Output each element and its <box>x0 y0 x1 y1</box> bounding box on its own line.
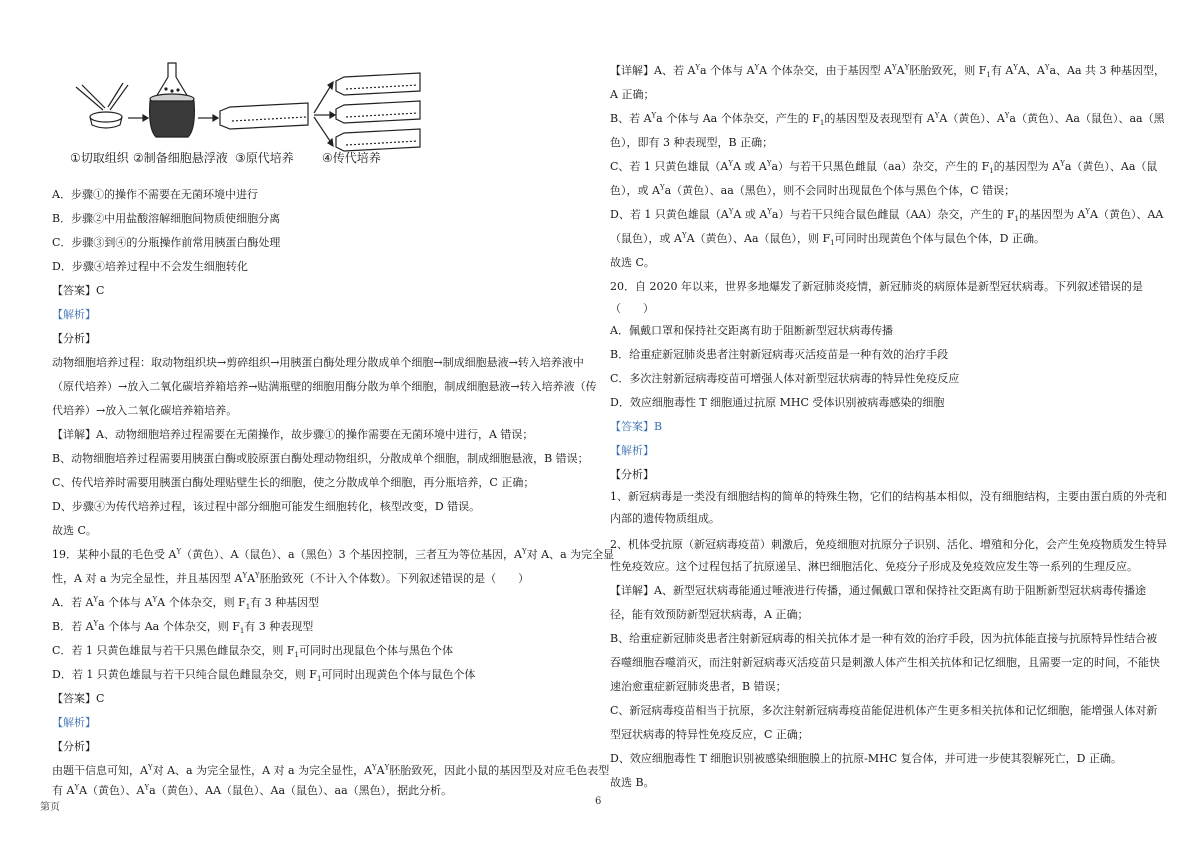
q19-conclusion: 故选 C。 <box>610 256 655 269</box>
q19-stem-line2: 性，A 对 a 为完全显性，并且基因型 $A^YA^Y$胚胎致死（不计入个体数）。下列叙述错误的是（ ） <box>52 571 530 585</box>
q20-detail-5: 速治愈重症新冠肺炎患者，B 错误； <box>610 680 787 693</box>
q18-option-c: C．步骤③到④的分瓶操作前常用胰蛋白酶处理 <box>52 236 281 249</box>
q18-detail-a: 【详解】A、动物细胞培养过程需要在无菌操作，故步骤①的操作需要在无菌环境中进行，A 错误； <box>52 428 534 441</box>
q19-jiexi: 【解析】 <box>52 716 96 729</box>
q20-analysis-4: 性免疫效应。这个过程包括了抗原递呈、淋巴细胞活化、免疫分子形成及免疫效应发生等一系列的生理反应。 <box>610 560 1138 573</box>
q20-jiexi: 【解析】 <box>610 444 654 457</box>
q19-detail-a-2: A 正确； <box>610 88 655 101</box>
q20-option-c: C．多次注射新冠病毒疫苗可增强人体对新型冠状病毒的特异性免疫反应 <box>610 372 960 385</box>
q20-analysis-3: 2、机体受抗原（新冠病毒疫苗）刺激后，免疫细胞对抗原分子识别、活化、增殖和分化，会产生免疫物质发生特异 <box>610 538 1167 551</box>
q20-conclusion: 故选 B。 <box>610 776 655 789</box>
q20-detail-3: B、给重症新冠肺炎患者注射新冠病毒的相关抗体才是一种有效的治疗手段，因为抗体能直接与抗原特异性结合被 <box>610 632 1158 645</box>
footer-page-label: 第页 <box>40 802 60 813</box>
q18-analysis-2: （原代培养）→放入二氧化碳培养箱培养→贴满瓶壁的细胞用酶分散为单个细胞，制成细胞悬液→转入培养液（传 <box>52 380 597 393</box>
q18-analysis-3: 代培养）→放入二氧化碳培养箱培养。 <box>52 404 238 417</box>
q19-option-a: A．若 $A^Ya$ 个体与 $A^YA$ 个体杂交，则 $F_1$有 3 种基因型 <box>52 595 320 612</box>
q19-stem-line1: 19．某种小鼠的毛色受 $A^Y$（黄色）、A（鼠色）、a（黑色）3 个基因控制，三者互为等位基因，$A^Y$对 A、a 为完全显 <box>52 547 615 561</box>
q18-option-b: B．步骤②中用盐酸溶解细胞间物质使细胞分离 <box>52 212 281 225</box>
q18-jiexi: 【解析】 <box>52 308 96 321</box>
figure-label-2: ②制备细胞悬浮液 <box>133 151 228 165</box>
q18-detail-c: C、传代培养时需要用胰蛋白酶处理贴壁生长的细胞，使之分散成单个细胞，再分瓶培养，C 正确； <box>52 476 535 489</box>
primary-culture-bottle <box>220 103 308 129</box>
q18-answer: 【答案】C <box>52 284 105 297</box>
subculture-bottles <box>336 73 420 151</box>
footer-page-number: 6 <box>595 796 602 807</box>
q20-option-b: B．给重症新冠肺炎患者注射新冠病毒灭活疫苗是一种有效的治疗手段 <box>610 348 949 361</box>
q18-detail-d: D、步骤④为传代培养过程，该过程中部分细胞可能发生细胞转化，核型改变，D 错误。 <box>52 500 481 513</box>
q18-option-a: A．步骤①的操作不需要在无菌环境中进行 <box>52 188 258 201</box>
q18-option-d: D．步骤④培养过程中不会发生细胞转化 <box>52 260 248 273</box>
q19-detail-d-1: D、若 1 只黄色雄鼠（$A^YA$ 或 $A^Ya$）与若干只纯合鼠色雌鼠（AA）杂交，产生的 $F_1$的基因型为 $A^YA$（黄色）、AA <box>610 207 1164 224</box>
q20-option-a: A．佩戴口罩和保持社交距离有助于阻断新型冠状病毒传播 <box>610 324 893 337</box>
q18-detail-b: B、动物细胞培养过程需要用胰蛋白酶或胶原蛋白酶处理动物组织，分散成单个细胞，制成细胞悬液，B 错误； <box>52 452 589 465</box>
q18-fenxi: 【分析】 <box>52 332 96 345</box>
q20-detail-4: 吞噬细胞吞噬消灭，而注射新冠病毒灭活疫苗只是刺激人体产生相关抗体和记忆细胞，且需要一定的时间，不能快 <box>610 656 1160 669</box>
q20-analysis-2: 内部的遗传物质组成。 <box>610 512 720 525</box>
flask-illustration <box>150 63 195 137</box>
q19-detail-b-1: B、若 $A^Ya$ 个体与 Aa 个体杂交，产生的 $F_1$的基因型及表现型有 $A^YA$（黄色）、$A^Ya$（黄色）、Aa（鼠色）、aa（黑 <box>610 111 1165 128</box>
q19-analysis-1: 由题干信息可知，$A^Y$对 A、a 为完全显性，A 对 a 为完全显性，$A^YA^Y$胚胎致死，因此小鼠的基因型及对应毛色表型 <box>52 763 610 777</box>
q20-fenxi: 【分析】 <box>610 468 654 481</box>
q19-answer: 【答案】C <box>52 692 105 705</box>
figure-label-1: ①切取组织 <box>70 151 129 165</box>
q19-detail-c-2: 色），或 $A^Ya$（黄色）、aa（黑色），则不会同时出现鼠色个体与黑色个体，C 错误； <box>610 183 1016 197</box>
q20-option-d: D．效应细胞毒性 T 细胞通过抗原 MHC 受体识别被病毒感染的细胞 <box>610 396 945 409</box>
q19-analysis-2: 有 $A^YA$（黄色）、$A^Ya$（黄色）、AA（鼠色）、Aa（鼠色）、aa（黑色），据此分析。 <box>52 783 453 797</box>
q19-detail-c-1: C、若 1 只黄色雄鼠（$A^YA$ 或 $A^Ya$）与若干只黑色雌鼠（aa）杂交，产生的 $F_1$的基因型为 $A^Ya$（黄色）、Aa（鼠 <box>610 159 1158 176</box>
q20-detail-1: 【详解】A、新型冠状病毒能通过唾液进行传播，通过佩戴口罩和保持社交距离有助于阻断新型冠状病毒传播途 <box>610 584 1146 597</box>
q20-analysis-1: 1、新冠病毒是一类没有细胞结构的简单的特殊生物，它们的结构基本相似，没有细胞结构，主要由蛋白质的外壳和 <box>610 490 1167 503</box>
q18-analysis-1: 动物细胞培养过程：取动物组织块→剪碎组织→用胰蛋白酶处理分散成单个细胞→制成细胞悬液→转入培养液中 <box>52 356 584 369</box>
q19-detail-b-2: 色），即有 3 种表现型，B 正确； <box>610 136 774 149</box>
q20-detail-8: D、效应细胞毒性 T 细胞识别被感染细胞膜上的抗原-MHC 复合体，并可进一步使其裂解死亡，D 正确。 <box>610 752 1122 765</box>
q20-stem: 20．自 2020 年以来，世界多地爆发了新冠肺炎疫情，新冠肺炎的病原体是新型冠状病毒。下列叙述错误的是 <box>610 280 1143 293</box>
figure-label-3: ③原代培养 <box>235 151 294 165</box>
figure-label-4: ④传代培养 <box>322 151 381 165</box>
q20-paren: （ ） <box>610 302 654 315</box>
q19-detail-a-1: 【详解】A、若 $A^Ya$ 个体与 $A^YA$ 个体杂交，由于基因型 $A^YA^Y$胚胎致死，则 $F_1$有 $A^YA$、$A^Ya$、Aa 共 3 种基因型， <box>610 63 1165 80</box>
q20-detail-7: 型冠状病毒的特异性免疫反应，C 正确； <box>610 728 809 741</box>
q18-conclusion: 故选 C。 <box>52 524 97 537</box>
q20-detail-2: 径，能有效预防新型冠状病毒，A 正确； <box>610 608 809 621</box>
q20-detail-6: C、新冠病毒疫苗相当于抗原，多次注射新冠病毒疫苗能促进机体产生更多相关抗体和记忆细胞，能增强人体对新 <box>610 704 1158 717</box>
q19-option-c: C．若 1 只黄色雄鼠与若干只黑色雌鼠杂交，则 $F_1$可同时出现鼠色个体与黑色个体 <box>52 644 454 660</box>
q19-option-d: D．若 1 只黄色雄鼠与若干只纯合鼠色雌鼠杂交，则 $F_1$可同时出现黄色个体与鼠色个体 <box>52 668 476 684</box>
q19-fenxi: 【分析】 <box>52 740 96 753</box>
q19-option-b: B．若 $A^Ya$ 个体与 Aa 个体杂交，则 $F_1$有 3 种表现型 <box>52 619 314 636</box>
q19-detail-d-2: （鼠色），或 $A^YA$（黄色）、Aa（鼠色），则 $F_1$可同时出现黄色个体与鼠色个体，D 正确。 <box>610 231 1045 248</box>
q20-answer: 【答案】B <box>610 420 663 433</box>
dissection-illustration <box>76 83 128 128</box>
